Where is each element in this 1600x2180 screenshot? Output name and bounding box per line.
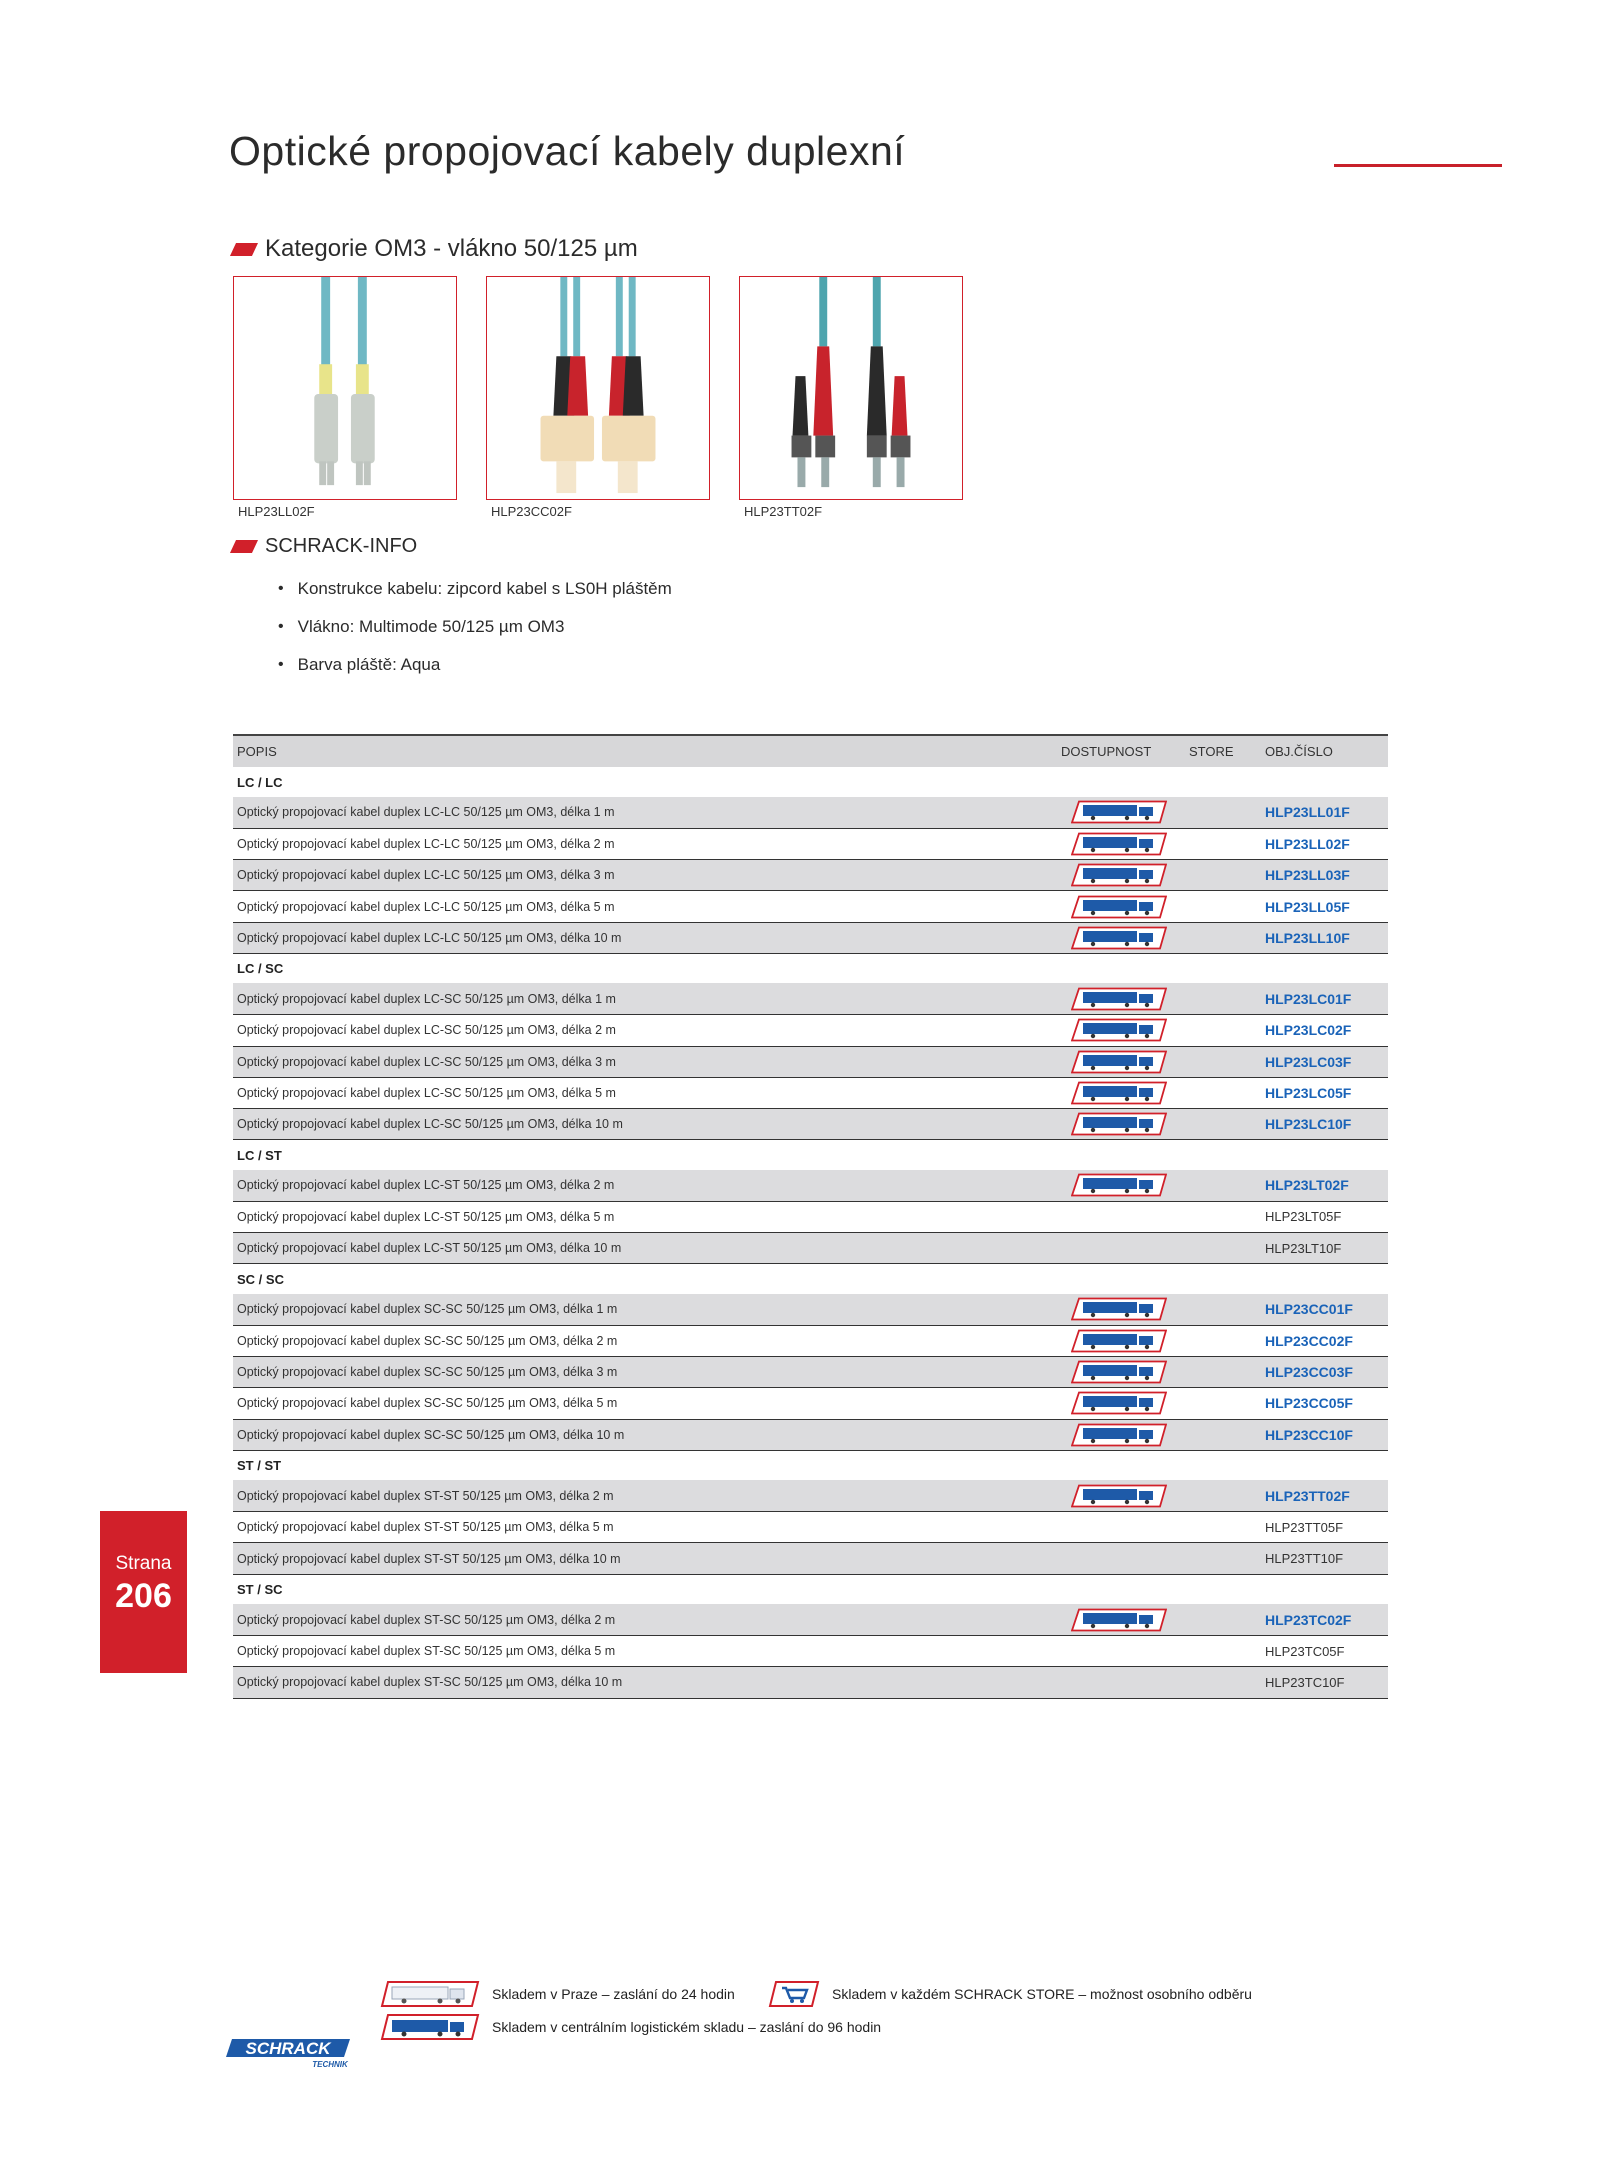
row-availability xyxy=(1057,1512,1185,1543)
cart-icon xyxy=(768,1980,820,2008)
info-list xyxy=(278,570,672,684)
row-store xyxy=(1185,1015,1261,1046)
row-store xyxy=(1185,1046,1261,1077)
truck-stock-icon xyxy=(1071,1018,1167,1042)
row-availability xyxy=(1057,1233,1185,1264)
row-store xyxy=(1185,1109,1261,1140)
row-availability xyxy=(1057,983,1185,1014)
row-description: Optický propojovací kabel duplex LC-SC 50/125 µm OM3, délka 3 m xyxy=(233,1046,1057,1077)
table-row xyxy=(233,1201,1388,1232)
row-order-code[interactable]: HLP23TT05F xyxy=(1261,1512,1388,1543)
table-row xyxy=(233,1512,1388,1543)
table-row xyxy=(233,1604,1388,1635)
truck-stock-icon xyxy=(1071,1297,1167,1321)
row-order-code[interactable]: HLP23LT05F xyxy=(1261,1201,1388,1232)
row-description: Optický propojovací kabel duplex ST-SC 50/125 µm OM3, délka 2 m xyxy=(233,1604,1057,1635)
row-description: Optický propojovací kabel duplex LC-LC 50/125 µm OM3, délka 3 m xyxy=(233,860,1057,891)
page-number-tab xyxy=(100,1511,187,1673)
row-availability xyxy=(1057,922,1185,953)
table-row xyxy=(233,1077,1388,1108)
row-availability xyxy=(1057,1356,1185,1387)
row-order-code[interactable]: HLP23CC01F xyxy=(1261,1294,1388,1325)
row-availability xyxy=(1057,1109,1185,1140)
legend-central-text: Skladem v centrálním logistickém skladu – zaslání do 96 hodin xyxy=(492,2019,882,2035)
sc-connector-icon xyxy=(487,277,709,499)
row-store xyxy=(1185,1480,1261,1511)
heading-marker-icon xyxy=(230,540,258,553)
info-label: SCHRACK-INFO xyxy=(265,535,418,557)
legend-prague xyxy=(380,1980,735,2008)
table-row xyxy=(233,1543,1388,1574)
table-row xyxy=(233,1046,1388,1077)
truck-stock-icon xyxy=(1071,1360,1167,1384)
row-description: Optický propojovací kabel duplex SC-SC 50/125 µm OM3, délka 2 m xyxy=(233,1325,1057,1356)
table-row xyxy=(233,1170,1388,1201)
table-row xyxy=(233,1294,1388,1325)
table-row xyxy=(233,1480,1388,1511)
photo-caption: HLP23CC02F xyxy=(491,504,572,519)
photo-caption: HLP23TT02F xyxy=(744,504,823,519)
legend-prague-text: Skladem v Praze – zaslání do 24 hodin xyxy=(492,1986,735,2002)
row-store xyxy=(1185,983,1261,1014)
row-description: Optický propojovací kabel duplex SC-SC 50/125 µm OM3, délka 1 m xyxy=(233,1294,1057,1325)
truck-stock-icon xyxy=(1071,863,1167,887)
truck-stock-icon xyxy=(1071,1484,1167,1508)
row-description: Optický propojovací kabel duplex LC-ST 50/125 µm OM3, délka 2 m xyxy=(233,1170,1057,1201)
row-order-code[interactable]: HLP23CC10F xyxy=(1261,1419,1388,1450)
row-description: Optický propojovací kabel duplex LC-SC 50/125 µm OM3, délka 2 m xyxy=(233,1015,1057,1046)
row-order-code[interactable]: HLP23LL05F xyxy=(1261,891,1388,922)
row-availability xyxy=(1057,1604,1185,1635)
st-connector-icon xyxy=(740,277,962,499)
row-description: Optický propojovací kabel duplex LC-LC 50/125 µm OM3, délka 5 m xyxy=(233,891,1057,922)
row-availability xyxy=(1057,1046,1185,1077)
group-row xyxy=(233,1264,1388,1294)
row-availability xyxy=(1057,1388,1185,1419)
row-description: Optický propojovací kabel duplex LC-ST 50/125 µm OM3, délka 5 m xyxy=(233,1201,1057,1232)
table-row xyxy=(233,1325,1388,1356)
logo-sub-text: TECHNIK xyxy=(312,2060,348,2069)
group-label: LC / ST xyxy=(237,1147,282,1163)
row-order-code[interactable]: HLP23TC10F xyxy=(1261,1667,1388,1698)
group-row xyxy=(233,953,1388,983)
row-store xyxy=(1185,860,1261,891)
table-row xyxy=(233,983,1388,1014)
header-obj-cislo: OBJ.ČÍSLO xyxy=(1261,735,1388,767)
group-label: LC / LC xyxy=(237,774,283,790)
row-store xyxy=(1185,1604,1261,1635)
row-store xyxy=(1185,828,1261,859)
row-order-code[interactable]: HLP23TT10F xyxy=(1261,1543,1388,1574)
row-description: Optický propojovací kabel duplex SC-SC 50/125 µm OM3, délka 5 m xyxy=(233,1388,1057,1419)
legend-central xyxy=(380,2013,881,2041)
legend-store-text: Skladem v každém SCHRACK STORE – možnost osobního odběru xyxy=(832,1986,1252,2002)
table-body xyxy=(233,767,1388,1698)
truck-stock-icon xyxy=(1071,1050,1167,1074)
row-availability xyxy=(1057,1636,1185,1667)
truck-stock-icon xyxy=(1071,1112,1167,1136)
group-label: SC / SC xyxy=(237,1271,284,1287)
category-heading xyxy=(233,235,638,263)
row-description: Optický propojovací kabel duplex LC-SC 50/125 µm OM3, délka 5 m xyxy=(233,1077,1057,1108)
row-order-code[interactable]: HLP23LC03F xyxy=(1261,1046,1388,1077)
row-store xyxy=(1185,1636,1261,1667)
row-store xyxy=(1185,1294,1261,1325)
row-order-code[interactable]: HLP23CC02F xyxy=(1261,1325,1388,1356)
row-store xyxy=(1185,1543,1261,1574)
row-store xyxy=(1185,1667,1261,1698)
table-row xyxy=(233,1109,1388,1140)
row-availability xyxy=(1057,1170,1185,1201)
truck-stock-icon xyxy=(1071,1391,1167,1415)
row-order-code[interactable]: HLP23LC05F xyxy=(1261,1077,1388,1108)
truck-stock-icon xyxy=(1071,1173,1167,1197)
table-row xyxy=(233,1356,1388,1387)
row-availability xyxy=(1057,1667,1185,1698)
truck-stock-icon xyxy=(1071,800,1167,824)
page-title: Optické propojovací kabely duplexní xyxy=(229,128,906,174)
row-order-code[interactable]: HLP23LT02F xyxy=(1261,1170,1388,1201)
lc-connector-icon xyxy=(234,277,456,499)
row-order-code[interactable]: HLP23LC10F xyxy=(1261,1109,1388,1140)
row-description: Optický propojovací kabel duplex LC-LC 50/125 µm OM3, délka 1 m xyxy=(233,797,1057,828)
table-row xyxy=(233,828,1388,859)
table-row xyxy=(233,1015,1388,1046)
row-order-code[interactable]: HLP23CC03F xyxy=(1261,1356,1388,1387)
schrack-logo xyxy=(226,2035,351,2069)
row-availability xyxy=(1057,1077,1185,1108)
row-description: Optický propojovací kabel duplex ST-SC 50/125 µm OM3, délka 5 m xyxy=(233,1636,1057,1667)
header-store: STORE xyxy=(1185,735,1261,767)
row-availability xyxy=(1057,860,1185,891)
group-row xyxy=(233,1450,1388,1480)
row-availability xyxy=(1057,1480,1185,1511)
row-order-code[interactable]: HLP23LL01F xyxy=(1261,797,1388,828)
truck-stock-icon xyxy=(1071,1081,1167,1105)
row-availability xyxy=(1057,891,1185,922)
photo-lc-lc xyxy=(233,276,457,500)
row-order-code[interactable]: HLP23LC02F xyxy=(1261,1015,1388,1046)
photo-caption: HLP23LL02F xyxy=(238,504,315,519)
row-store xyxy=(1185,1233,1261,1264)
row-description: Optický propojovací kabel duplex LC-ST 50/125 µm OM3, délka 10 m xyxy=(233,1233,1057,1264)
truck-stock-icon xyxy=(1071,832,1167,856)
row-order-code[interactable]: HLP23LT10F xyxy=(1261,1233,1388,1264)
row-order-code[interactable]: HLP23TC02F xyxy=(1261,1604,1388,1635)
truck-blue-icon xyxy=(380,2013,480,2041)
truck-stock-icon xyxy=(1071,987,1167,1011)
info-item: • Barva pláště: Aqua xyxy=(278,646,672,684)
row-availability xyxy=(1057,1294,1185,1325)
row-order-code[interactable]: HLP23LL03F xyxy=(1261,860,1388,891)
row-description: Optický propojovací kabel duplex LC-SC 50/125 µm OM3, délka 10 m xyxy=(233,1109,1057,1140)
table-row xyxy=(233,891,1388,922)
legend-store xyxy=(768,1980,1252,2008)
row-availability xyxy=(1057,828,1185,859)
row-description: Optický propojovací kabel duplex SC-SC 50/125 µm OM3, délka 10 m xyxy=(233,1419,1057,1450)
table-header-row xyxy=(233,735,1388,767)
row-description: Optický propojovací kabel duplex ST-ST 50/125 µm OM3, délka 5 m xyxy=(233,1512,1057,1543)
table-row xyxy=(233,922,1388,953)
row-description: Optický propojovací kabel duplex SC-SC 50/125 µm OM3, délka 3 m xyxy=(233,1356,1057,1387)
row-availability xyxy=(1057,1543,1185,1574)
product-table xyxy=(233,734,1388,1699)
row-store xyxy=(1185,1201,1261,1232)
info-item: • Konstrukce kabelu: zipcord kabel s LS0H pláštěm xyxy=(278,570,672,608)
group-row xyxy=(233,1574,1388,1604)
title-rule xyxy=(1334,164,1502,167)
category-label: Kategorie OM3 - vlákno 50/125 µm xyxy=(265,235,638,262)
photo-st-st xyxy=(739,276,963,500)
heading-marker-icon xyxy=(230,243,258,256)
page-number: 206 xyxy=(115,1577,172,1615)
row-store xyxy=(1185,1388,1261,1419)
table-row xyxy=(233,1667,1388,1698)
truck-white-icon xyxy=(380,1980,480,2008)
group-label: ST / ST xyxy=(237,1458,282,1474)
row-description: Optický propojovací kabel duplex LC-SC 50/125 µm OM3, délka 1 m xyxy=(233,983,1057,1014)
row-store xyxy=(1185,1512,1261,1543)
row-order-code[interactable]: HLP23LL10F xyxy=(1261,922,1388,953)
row-availability xyxy=(1057,1201,1185,1232)
row-order-code[interactable]: HLP23LL02F xyxy=(1261,828,1388,859)
group-label: LC / SC xyxy=(237,961,284,977)
table-row xyxy=(233,1233,1388,1264)
row-order-code[interactable]: HLP23CC05F xyxy=(1261,1388,1388,1419)
info-item: • Vlákno: Multimode 50/125 µm OM3 xyxy=(278,608,672,646)
row-store xyxy=(1185,1170,1261,1201)
row-store xyxy=(1185,891,1261,922)
row-description: Optický propojovací kabel duplex ST-ST 50/125 µm OM3, délka 10 m xyxy=(233,1543,1057,1574)
logo-main-text: SCHRACK xyxy=(245,2039,331,2058)
header-popis: POPIS xyxy=(233,735,1057,767)
row-store xyxy=(1185,1325,1261,1356)
truck-stock-icon xyxy=(1071,895,1167,919)
page-label: Strana xyxy=(115,1553,172,1574)
row-store xyxy=(1185,922,1261,953)
table-row xyxy=(233,1388,1388,1419)
row-availability xyxy=(1057,1015,1185,1046)
row-order-code[interactable]: HLP23LC01F xyxy=(1261,983,1388,1014)
truck-stock-icon xyxy=(1071,1329,1167,1353)
table-row xyxy=(233,797,1388,828)
truck-stock-icon xyxy=(1071,1423,1167,1447)
group-row xyxy=(233,767,1388,797)
row-store xyxy=(1185,1077,1261,1108)
photo-sc-sc xyxy=(486,276,710,500)
table-row xyxy=(233,860,1388,891)
row-store xyxy=(1185,797,1261,828)
row-description: Optický propojovací kabel duplex LC-LC 50/125 µm OM3, délka 2 m xyxy=(233,828,1057,859)
row-order-code[interactable]: HLP23TT02F xyxy=(1261,1480,1388,1511)
group-label: ST / SC xyxy=(237,1581,283,1597)
row-store xyxy=(1185,1356,1261,1387)
row-description: Optický propojovací kabel duplex LC-LC 50/125 µm OM3, délka 10 m xyxy=(233,922,1057,953)
row-store xyxy=(1185,1419,1261,1450)
row-description: Optický propojovací kabel duplex ST-ST 50/125 µm OM3, délka 2 m xyxy=(233,1480,1057,1511)
header-dostupnost: DOSTUPNOST xyxy=(1057,735,1185,767)
row-availability xyxy=(1057,1419,1185,1450)
row-availability xyxy=(1057,797,1185,828)
row-availability xyxy=(1057,1325,1185,1356)
table-row xyxy=(233,1419,1388,1450)
info-heading xyxy=(233,535,417,558)
table-row xyxy=(233,1636,1388,1667)
truck-stock-icon xyxy=(1071,926,1167,950)
group-row xyxy=(233,1140,1388,1170)
row-description: Optický propojovací kabel duplex ST-SC 50/125 µm OM3, délka 10 m xyxy=(233,1667,1057,1698)
row-order-code[interactable]: HLP23TC05F xyxy=(1261,1636,1388,1667)
truck-stock-icon xyxy=(1071,1608,1167,1632)
